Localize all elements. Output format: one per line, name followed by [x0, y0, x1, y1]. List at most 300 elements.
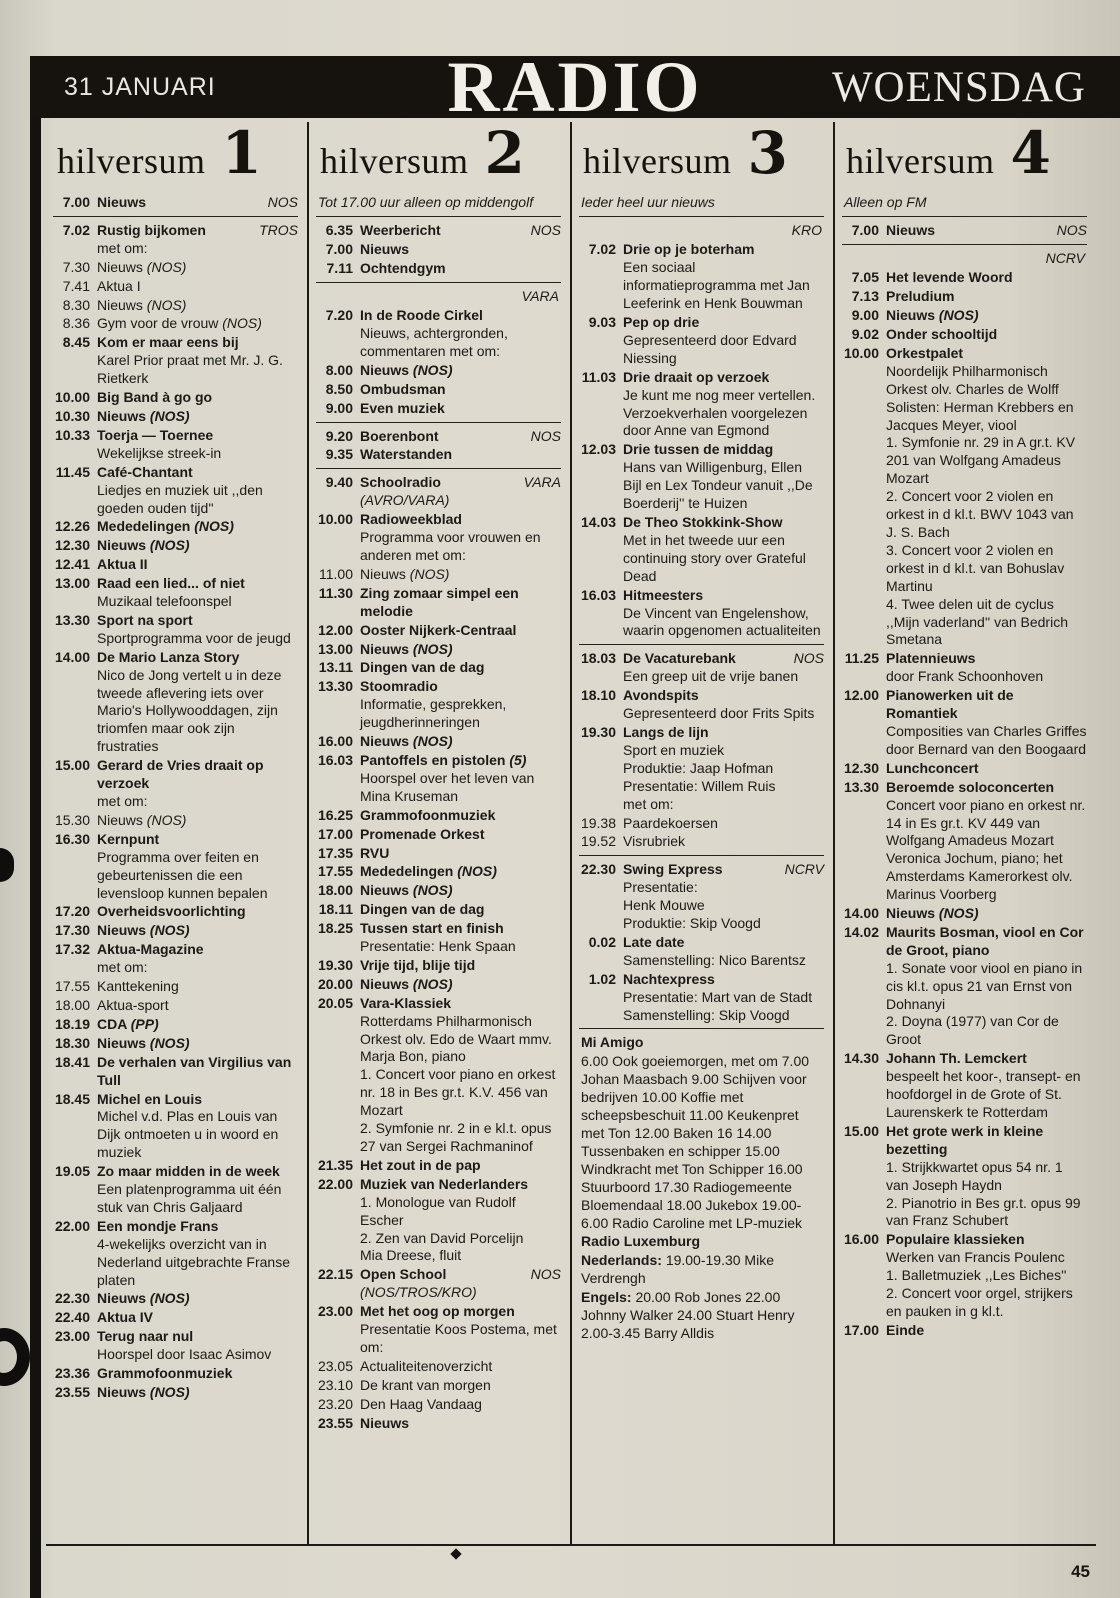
program-entry [316, 807, 561, 825]
program-desc: Programma voor vrouwen en anderen met om: [360, 529, 541, 563]
program-time: 14.30 [843, 1050, 879, 1067]
program-entry [316, 1358, 561, 1376]
program-entry [842, 307, 1087, 325]
program-time: 19.38 [580, 814, 616, 831]
program-desc: Presentatie: Henk Spaan [360, 938, 516, 955]
network-label: KRO [791, 221, 822, 238]
program-title: Schoolradio [360, 474, 441, 491]
program-title: Dingen van de dag [360, 901, 485, 918]
program-title-line [623, 724, 824, 742]
program-body [97, 518, 298, 536]
program-time: 23.36 [54, 1365, 90, 1382]
program-body [360, 976, 561, 994]
program-title: Sport na sport [97, 611, 193, 628]
program-desc: Met in het tweede uur een continuing story over Grateful Dead [623, 531, 806, 584]
program-entry [53, 1016, 298, 1034]
program-entry [316, 566, 561, 584]
program-desc: Veronica Jochum, piano; het Amsterdams Kamerorkest olv. Marinus Voorberg [886, 850, 1073, 903]
program-title: Nieuws (NOS) [886, 905, 979, 922]
program-body [360, 260, 561, 278]
program-title-line [623, 650, 824, 668]
program-title: Langs de lijn [623, 723, 709, 740]
program-entry [842, 1231, 1087, 1321]
separator-rule [316, 216, 561, 217]
network-tag: NOS [530, 1266, 561, 1283]
program-title-line [360, 733, 561, 751]
program-entry [316, 901, 561, 919]
program-time: 18.45 [54, 1090, 90, 1107]
program-entry [579, 587, 824, 641]
program-desc: 2. Concert voor 2 violen en orkest in d kl.t. BWV 1043 van J. S. Bach [886, 488, 1074, 540]
program-body [97, 812, 298, 830]
program-time: 0.02 [588, 933, 616, 950]
program-desc: Gepresenteerd door Edvard Niessing [623, 331, 797, 366]
program-desc: Composities van Charles Griffes door Bernard van den Boogaard [886, 722, 1087, 757]
program-body [97, 278, 298, 296]
network-tag: NCRV [784, 861, 824, 878]
paragraph-lead: Nederlands: [581, 1252, 666, 1269]
program-entry [316, 659, 561, 677]
program-time: 13.30 [317, 678, 353, 695]
program-body [97, 1218, 298, 1290]
network-tag: TROS [259, 221, 298, 238]
program-entry [53, 1309, 298, 1327]
program-desc: 2. Symfonie nr. 2 in e kl.t. opus 27 van Sergei Rachmaninof [360, 1120, 552, 1154]
program-body [97, 612, 298, 648]
separator-rule [579, 855, 824, 856]
program-body [886, 905, 1087, 923]
program-body [360, 241, 561, 259]
program-title-line [886, 650, 1087, 668]
program-title-line [97, 1035, 298, 1053]
program-body [360, 1266, 561, 1302]
program-title-line [360, 1377, 561, 1395]
station-name: hilversum [846, 141, 995, 181]
program-body [97, 575, 298, 611]
program-time: 18.10 [580, 687, 616, 704]
program-entry [842, 326, 1087, 344]
program-title-line [623, 369, 824, 387]
program-title-line [360, 1157, 561, 1175]
program-title: Grammofoonmuziek [360, 806, 496, 823]
program-title-line [97, 922, 298, 940]
program-title-line [97, 194, 298, 212]
program-desc: Liedjes en muziek uit ,,den goeden ouden tijd'' [97, 481, 263, 516]
program-time: 12.26 [54, 518, 90, 535]
network-parenthetical: (NOS) [457, 863, 497, 880]
program-body [97, 1016, 298, 1034]
program-time: 9.00 [325, 399, 353, 416]
program-time: 22.40 [54, 1309, 90, 1326]
program-title-line [97, 259, 298, 277]
program-title: Het zout in de pap [360, 1156, 481, 1173]
program-title: Ochtendgym [360, 259, 446, 276]
paragraph-lead: Engels: [581, 1289, 636, 1306]
program-entry [53, 259, 298, 277]
page-gutter-strip [30, 56, 41, 1598]
program-title: Ooster Nijkerk-Centraal [360, 621, 517, 638]
program-entry [316, 362, 561, 380]
program-title-line [623, 587, 824, 605]
program-title: Vara-Klassiek [360, 994, 452, 1011]
program-title-line [886, 307, 1087, 325]
network-parenthetical: (NOS) [149, 407, 190, 424]
program-title-line [360, 1266, 561, 1284]
program-time: 9.20 [325, 427, 353, 444]
program-title: Late date [623, 933, 685, 950]
program-time: 10.00 [843, 344, 879, 361]
program-entry [53, 612, 298, 648]
program-body [97, 649, 298, 756]
program-body [97, 259, 298, 277]
network-parenthetical: (NOS) [146, 296, 187, 313]
program-body [886, 687, 1087, 759]
program-body [360, 511, 561, 565]
program-body [360, 1396, 561, 1414]
program-body [360, 659, 561, 677]
program-title-line [360, 845, 561, 863]
program-title: Ombudsman [360, 380, 446, 397]
program-entry [316, 222, 561, 240]
program-title-line [360, 428, 561, 446]
program-entry [842, 1123, 1087, 1230]
program-title-line [623, 861, 824, 879]
station-number: 3 [747, 122, 788, 187]
program-desc: 1. Balletmuziek ,,Les Biches'' [886, 1267, 1067, 1284]
program-title-line [97, 1218, 298, 1236]
program-desc: Samenstelling: Nico Barentsz [623, 951, 806, 968]
program-desc: Samenstelling: Skip Voogd [623, 1006, 790, 1023]
station-name: hilversum [57, 141, 206, 181]
program-title-line [97, 1290, 298, 1308]
program-body [886, 650, 1087, 686]
network-tag: NOS [530, 427, 561, 444]
program-desc: Sportprogramma voor de jeugd [97, 629, 291, 646]
program-title-line [97, 575, 298, 593]
program-desc: 2. Concert voor orgel, strijkers en pauken in g kl.t. [886, 1285, 1073, 1319]
network-parenthetical: (PP) [130, 1015, 159, 1032]
program-paragraph: 6.00 Ook goeiemorgen, met om 7.00 Johan Maasbach 9.00 Schijven voor bedrijven 10.00 Koffie met scheepsbeschuit 11.00 Keukenpret met Ton 12.00 Baken 16 14.00 Tussenbaken en schipper 15.00 Windkracht met Ton Schipper 16.00 Stuurboord 17.30 Radiogemeente Bloemendaal 18.00 Jukebox 19.00-6.00 Radio Caroline met LP-muziek [581, 1053, 810, 1231]
program-entry [579, 369, 824, 441]
program-time: 21.35 [317, 1156, 353, 1173]
program-body [886, 326, 1087, 344]
program-entry [53, 575, 298, 611]
program-body [97, 222, 298, 258]
program-title-line [97, 1054, 298, 1090]
program-time: 12.30 [843, 759, 879, 776]
separator-rule [53, 216, 298, 217]
program-entry [579, 971, 824, 1025]
program-title-line [97, 903, 298, 921]
program-time: 12.00 [843, 687, 879, 704]
program-time: 17.20 [54, 903, 90, 920]
program-desc: (NOS/TROS/KRO) [360, 1284, 477, 1301]
program-title: De krant van morgen [360, 1376, 491, 1393]
program-desc: bespeelt het koor-, transept- en hoofdorgel in de Grote of St. Laurenskerk te Rotterdam [886, 1068, 1081, 1120]
program-body [886, 924, 1087, 1049]
station-number: 4 [1010, 122, 1051, 187]
network-parenthetical: (NOS) [149, 1290, 190, 1307]
program-title-line [360, 622, 561, 640]
program-title: Drie tussen de middag [623, 441, 774, 458]
program-title-line [97, 315, 298, 333]
program-title-line [97, 831, 298, 849]
program-title: Nieuws (NOS) [360, 733, 453, 750]
program-time: 22.00 [317, 1175, 353, 1192]
program-columns [46, 122, 1096, 1546]
station-name: hilversum [320, 141, 469, 181]
program-title: Orkestpalet [886, 344, 964, 361]
page-number: 45 [1071, 1562, 1090, 1581]
program-desc: 1. Strijkkwartet opus 54 nr. 1 van Joseph Haydn [886, 1158, 1063, 1193]
program-title: Nieuws (NOS) [360, 640, 453, 657]
program-entry [316, 1266, 561, 1302]
header-bar [30, 47, 1120, 127]
program-time: 18.03 [580, 650, 616, 667]
program-entry [53, 518, 298, 536]
program-title-line [97, 1309, 298, 1327]
program-entry [579, 650, 824, 686]
program-time: 1.02 [588, 970, 616, 987]
program-time: 9.40 [325, 474, 353, 491]
program-body [360, 566, 561, 584]
program-desc: De Vincent van Engelenshow, waarin opgenomen actualiteiten [623, 604, 821, 639]
program-title: Nieuws (NOS) [360, 361, 453, 378]
program-entry [316, 1157, 561, 1175]
program-body [360, 1176, 561, 1266]
program-title-line [360, 995, 561, 1013]
program-body [97, 757, 298, 811]
program-body [623, 861, 824, 933]
program-title: Nieuws (NOS) [97, 1384, 190, 1400]
network-parenthetical: (NOS) [149, 1384, 190, 1400]
program-title-line [360, 1396, 561, 1414]
program-entry [316, 307, 561, 361]
column-hilversum-4 [833, 122, 1096, 1544]
program-time: 9.35 [325, 446, 353, 463]
program-desc: 4-wekelijks overzicht van in Nederland uitgebrachte Franse platen [97, 1235, 291, 1288]
program-entry [579, 441, 824, 513]
program-title: Een mondje Frans [97, 1217, 219, 1234]
program-title-line [886, 760, 1087, 778]
program-time: 16.03 [580, 586, 616, 603]
program-desc: Sport en muziek [623, 741, 725, 758]
program-title-line [360, 585, 561, 621]
program-time: 16.25 [317, 806, 353, 823]
program-entry [842, 288, 1087, 306]
program-body [360, 1303, 561, 1357]
program-body [360, 1377, 561, 1395]
program-title: Aktua II [97, 556, 148, 573]
program-time: 23.05 [317, 1357, 353, 1374]
program-title-line [360, 222, 561, 240]
program-title: Zo maar midden in de week [97, 1163, 280, 1180]
program-title: Nieuws (NOS) [360, 565, 450, 582]
program-title-line [623, 441, 824, 459]
program-title-line [623, 934, 824, 952]
program-entry [579, 514, 824, 586]
program-body [360, 995, 561, 1156]
program-time: 13.11 [318, 659, 353, 676]
program-body [360, 222, 561, 240]
program-entry [53, 812, 298, 830]
program-body [623, 369, 824, 441]
program-body [360, 733, 561, 751]
program-entry [53, 1163, 298, 1217]
program-body [360, 622, 561, 640]
program-title: De verhalen van Virgilius van Tull [97, 1053, 292, 1088]
program-title: Nieuws (NOS) [360, 975, 453, 992]
program-body [360, 585, 561, 621]
program-time: 8.45 [62, 334, 90, 351]
program-time: 23.55 [317, 1414, 353, 1431]
program-title-line [360, 511, 561, 529]
program-entry [53, 1054, 298, 1090]
program-desc: 2. Doyna (1977) van Cor de Groot [886, 1013, 1059, 1048]
program-time: 10.00 [54, 389, 90, 406]
separator-rule [579, 1028, 824, 1029]
program-time: 9.02 [851, 326, 879, 343]
station-number: 1 [221, 122, 262, 187]
program-body [360, 362, 561, 380]
program-time: 16.00 [843, 1231, 879, 1248]
program-title: Drie op je boterham [623, 241, 755, 258]
program-title: Promenade Orkest [360, 825, 485, 842]
program-title-line [360, 446, 561, 464]
program-title: Radioweekblad [360, 511, 462, 528]
program-title-line [97, 612, 298, 630]
program-entry [53, 831, 298, 903]
program-title-line [360, 362, 561, 380]
program-title: Preludium [886, 288, 955, 305]
column-hilversum-3 [570, 122, 833, 1544]
program-title: Boerenbont [360, 427, 439, 444]
program-title: Nieuws [886, 221, 936, 238]
program-entry [53, 903, 298, 921]
program-body [97, 1035, 298, 1053]
network-parenthetical: (NOS) [409, 565, 450, 582]
program-time: 18.11 [318, 901, 353, 918]
network-parenthetical: (NOS) [412, 361, 453, 378]
program-title: Weerbericht [360, 221, 441, 238]
program-desc: Gepresenteerd door Frits Spits [623, 705, 815, 722]
program-title: Aktua-sport [97, 996, 169, 1013]
program-body [97, 941, 298, 977]
program-time: 11.45 [55, 463, 90, 480]
program-entry [316, 863, 561, 881]
program-body [97, 831, 298, 903]
program-title-line [97, 812, 298, 830]
program-title-line [97, 222, 298, 240]
program-desc: Produktie: Jaap Hofman [623, 759, 774, 776]
separator-rule [579, 644, 824, 645]
program-desc: Nico de Jong vertelt u in deze tweede aflevering iets over Mario's Hollywooddagen, zijn triomfen maar ook zijn frustraties [97, 666, 282, 755]
program-time: 7.41 [62, 277, 90, 294]
program-body [97, 315, 298, 333]
program-desc: Mia Dreese, fluit [360, 1247, 462, 1264]
program-body [97, 1163, 298, 1217]
program-time: 8.50 [325, 380, 353, 397]
program-title: Nieuws (NOS) [97, 537, 190, 554]
program-entry [53, 757, 298, 811]
print-artifact-diamond [450, 1548, 461, 1559]
program-title-line [623, 687, 824, 705]
program-title-line [97, 757, 298, 793]
column-header-hilversum-1 [57, 122, 298, 187]
program-time: 16.00 [317, 733, 353, 750]
network-parenthetical: (NOS) [149, 537, 190, 554]
program-time: 15.00 [843, 1122, 879, 1139]
program-title: Aktua I [97, 277, 141, 294]
program-title-line [97, 941, 298, 959]
program-time: 7.30 [62, 258, 90, 275]
program-body [97, 997, 298, 1015]
program-time: 9.03 [588, 314, 616, 331]
program-body [886, 1050, 1087, 1122]
program-entry [579, 861, 824, 933]
program-entry [316, 400, 561, 418]
program-body [97, 408, 298, 426]
program-body [623, 815, 824, 833]
program-title: Mededelingen (NOS) [360, 863, 497, 880]
program-desc: Presentatie Koos Postema, met om: [360, 1321, 557, 1355]
program-entry [53, 1218, 298, 1290]
program-title-line [97, 518, 298, 536]
program-time: 17.32 [54, 941, 90, 958]
program-body [886, 288, 1087, 306]
program-body [97, 556, 298, 574]
program-time: 20.00 [317, 975, 353, 992]
program-entry [316, 474, 561, 510]
program-desc: Een greep uit de vrije banen [623, 668, 799, 685]
program-time: 18.30 [54, 1034, 90, 1051]
print-artifact-ring [0, 1328, 30, 1386]
program-desc: Nieuws, achtergronden, commentaren met om: [360, 325, 508, 359]
program-desc: Hoorspel over het leven van Mina Kruseman [360, 769, 535, 804]
program-title-line [97, 464, 298, 482]
program-title-line [97, 389, 298, 407]
program-title-line [97, 1091, 298, 1109]
program-body [360, 957, 561, 975]
program-entry [316, 826, 561, 844]
program-time: 8.36 [62, 315, 90, 332]
program-entry [316, 446, 561, 464]
program-time: 7.00 [851, 221, 879, 238]
program-desc: Presentatie: Willem Ruis [623, 777, 776, 794]
program-title: Overheidsvoorlichting [97, 903, 246, 920]
program-entry [579, 833, 824, 851]
station-name: hilversum [583, 141, 732, 181]
broadcast-note: Alleen op FM [844, 194, 927, 210]
program-desc: Hoorspel door Isaac Asimov [97, 1346, 272, 1363]
program-title: Dingen van de dag [360, 659, 485, 676]
separator-rule [842, 216, 1087, 217]
separator-rule [316, 422, 561, 423]
program-time: 14.03 [580, 514, 616, 530]
program-title: Café-Chantant [97, 463, 193, 480]
program-title-line [360, 566, 561, 584]
network-parenthetical: (NOS) [194, 518, 234, 535]
program-time: 17.00 [843, 1321, 879, 1338]
program-title: Zing zomaar simpel een melodie [360, 584, 519, 619]
program-time: 14.02 [843, 923, 879, 940]
network-tag: NOS [1056, 221, 1087, 238]
program-entry [842, 650, 1087, 686]
program-body [623, 934, 824, 970]
program-title: Nieuws (NOS) [360, 882, 453, 899]
program-body [97, 297, 298, 315]
program-entry [316, 733, 561, 751]
